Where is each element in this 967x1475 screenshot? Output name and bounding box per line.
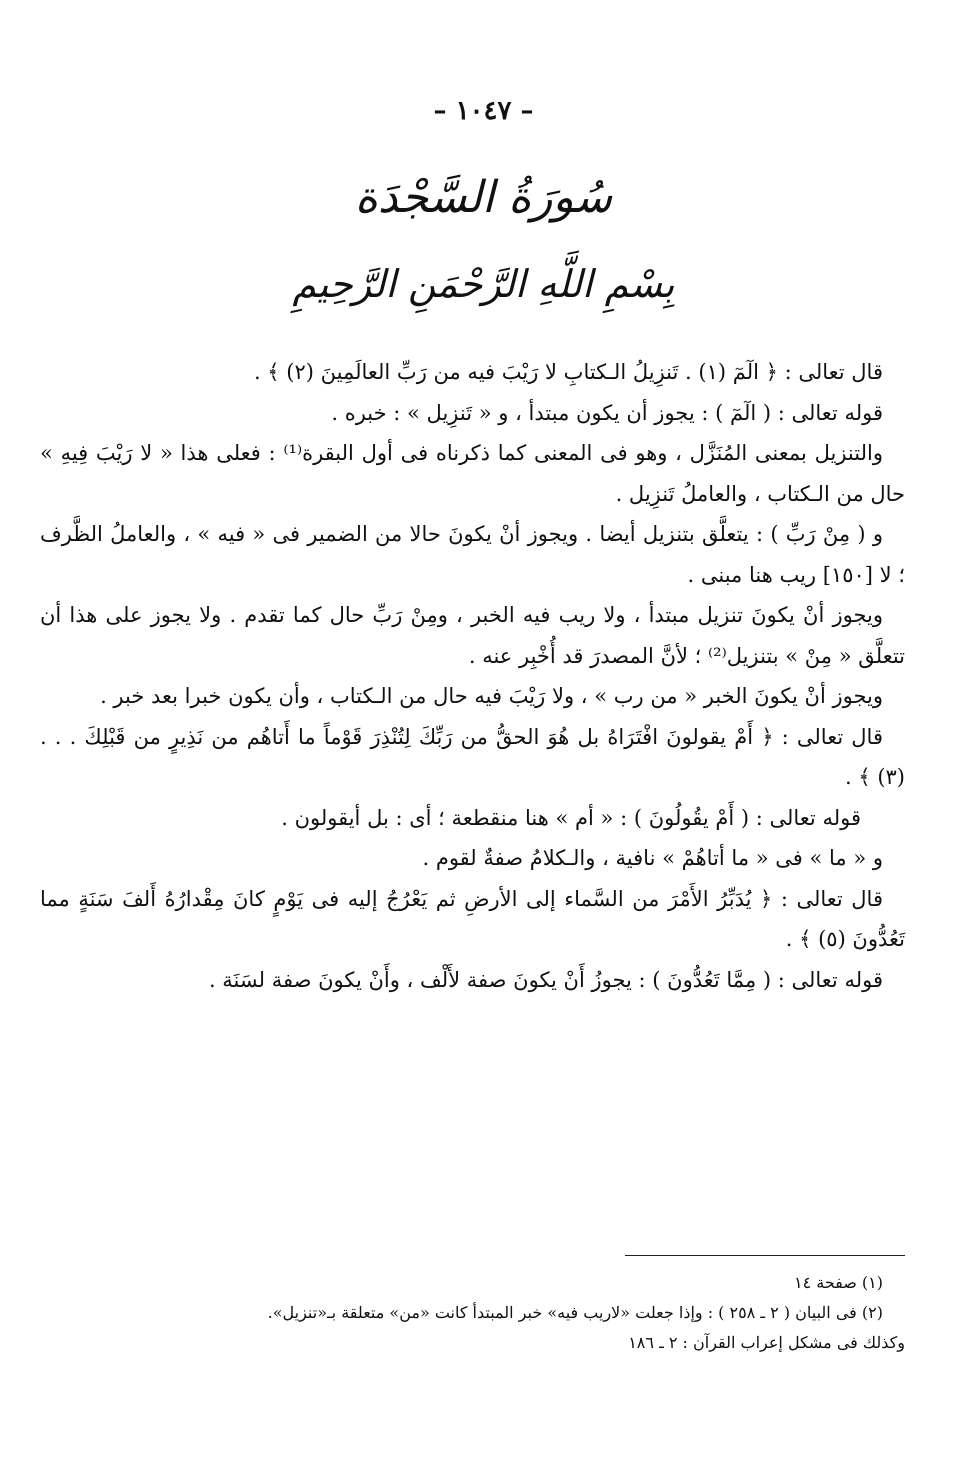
paragraph-comment-8: قوله تعالى : ( مِمَّا تَعُدُّونَ ) : يجوزُ أَنْ يكونَ صفة لأَلْف ، وأَنْ يكونَ صفة لسَنَة . xyxy=(208,967,883,992)
footnote-1: (١) صفحة ١٤ xyxy=(793,1273,883,1292)
footnote-2-continuation: وكذلك فى مشكل إعراب القرآن : ٢ ـ ١٨٦ xyxy=(628,1333,905,1352)
footnote-divider xyxy=(625,1255,905,1256)
paragraph-verse-3: قال تعالى : ﴿ أَمْ يقولونَ افْتَرَاهُ بل هُوَ الحقُّ من رَبِّكَ لِتُنْذِرَ قَوْماً ما أَتاهُم من نَذِيرٍ من قَبْلِكَ . . . (٣) ﴾ . xyxy=(40,724,905,789)
paragraph-comment-3: و ( مِنْ رَبِّ ) : يتعلَّق بتنزيل أيضا . ويجوز أنْ يكونَ حالا من الضمير فى « فيه » ، والعاملُ الظَّرف ؛ لا [١٥٠] ريب هنا مبنى . xyxy=(40,522,905,587)
main-text xyxy=(40,352,905,1000)
paragraph-comment-7: و « ما » فى « ما أتاهُمْ » نافية ، والـكلامُ صفةٌ لقوم . xyxy=(422,846,883,870)
paragraph-comment-2: والتنزيل بمعنى المُنَزَّل ، وهو فى المعنى كما ذكرناه فى أول البقرة⁽¹⁾ : فعلى هذا « لا رَيْبَ فِيهِ » حال من الـكتاب ، والعاملُ تَنزِيل . xyxy=(40,441,905,506)
paragraph-verse-5: قال تعالى : ﴿ يُدَبِّرُ الأَمْرَ من السَّماء إلى الأرضِ ثم يَعْرُجُ إليه فى يَوْمٍ كانَ مِقْدارُهُ أَلفَ سَنَةٍ مما تَعُدُّونَ (٥) ﴾ . xyxy=(40,886,905,951)
paragraph-verse-1: قال تعالى : ﴿ الٓمٓ (١) . تَنزِيلُ الـكتابِ لا رَيْبَ فيه من رَبِّ العالَمِينَ (٢) ﴾ . xyxy=(253,360,883,384)
footnote-2: (٢) فى البيان ( ٢ ـ ٢٥٨ ) : وإذا جعلت «لاريب فيه» خبر المبتدأ كانت «من» متعلقة بـ«تنزيل». xyxy=(267,1303,883,1322)
page-number: – ١٠٤٧ – xyxy=(433,96,534,126)
basmala: بِسْمِ اللَّهِ الرَّحْمَنِ الرَّحِيمِ xyxy=(292,262,675,306)
paragraph-comment-4: ويجوز أنْ يكونَ تنزيل مبتدأ ، ولا ريب فيه الخبر ، ومِنْ رَبِّ حال كما تقدم . ولا يجوز على هذا أن تتعلَّق « مِنْ » بتنزيل⁽²⁾ ؛ لأنَّ المصدرَ قد أُخْبِر عنه . xyxy=(40,603,905,668)
surah-title: سُورَةُ السَّجْدَة xyxy=(354,172,613,223)
paragraph-comment-5: ويجوز أنْ يكونَ الخبر « من رب » ، ولا رَيْبَ فيه حال من الـكتاب ، وأن يكون خبرا بعد خبر . xyxy=(100,684,883,708)
footnotes xyxy=(40,1268,905,1358)
paragraph-comment-6: قوله تعالى : ( أَمْ يقُولُونَ ) : « أم » هنا منقطعة ؛ أى : بل أيقولون . xyxy=(281,805,861,830)
paragraph-comment-1: قوله تعالى : ( الٓمٓ ) : يجوز أن يكون مبتدأ ، و « تَنزِيل » : خبره . xyxy=(331,400,883,425)
